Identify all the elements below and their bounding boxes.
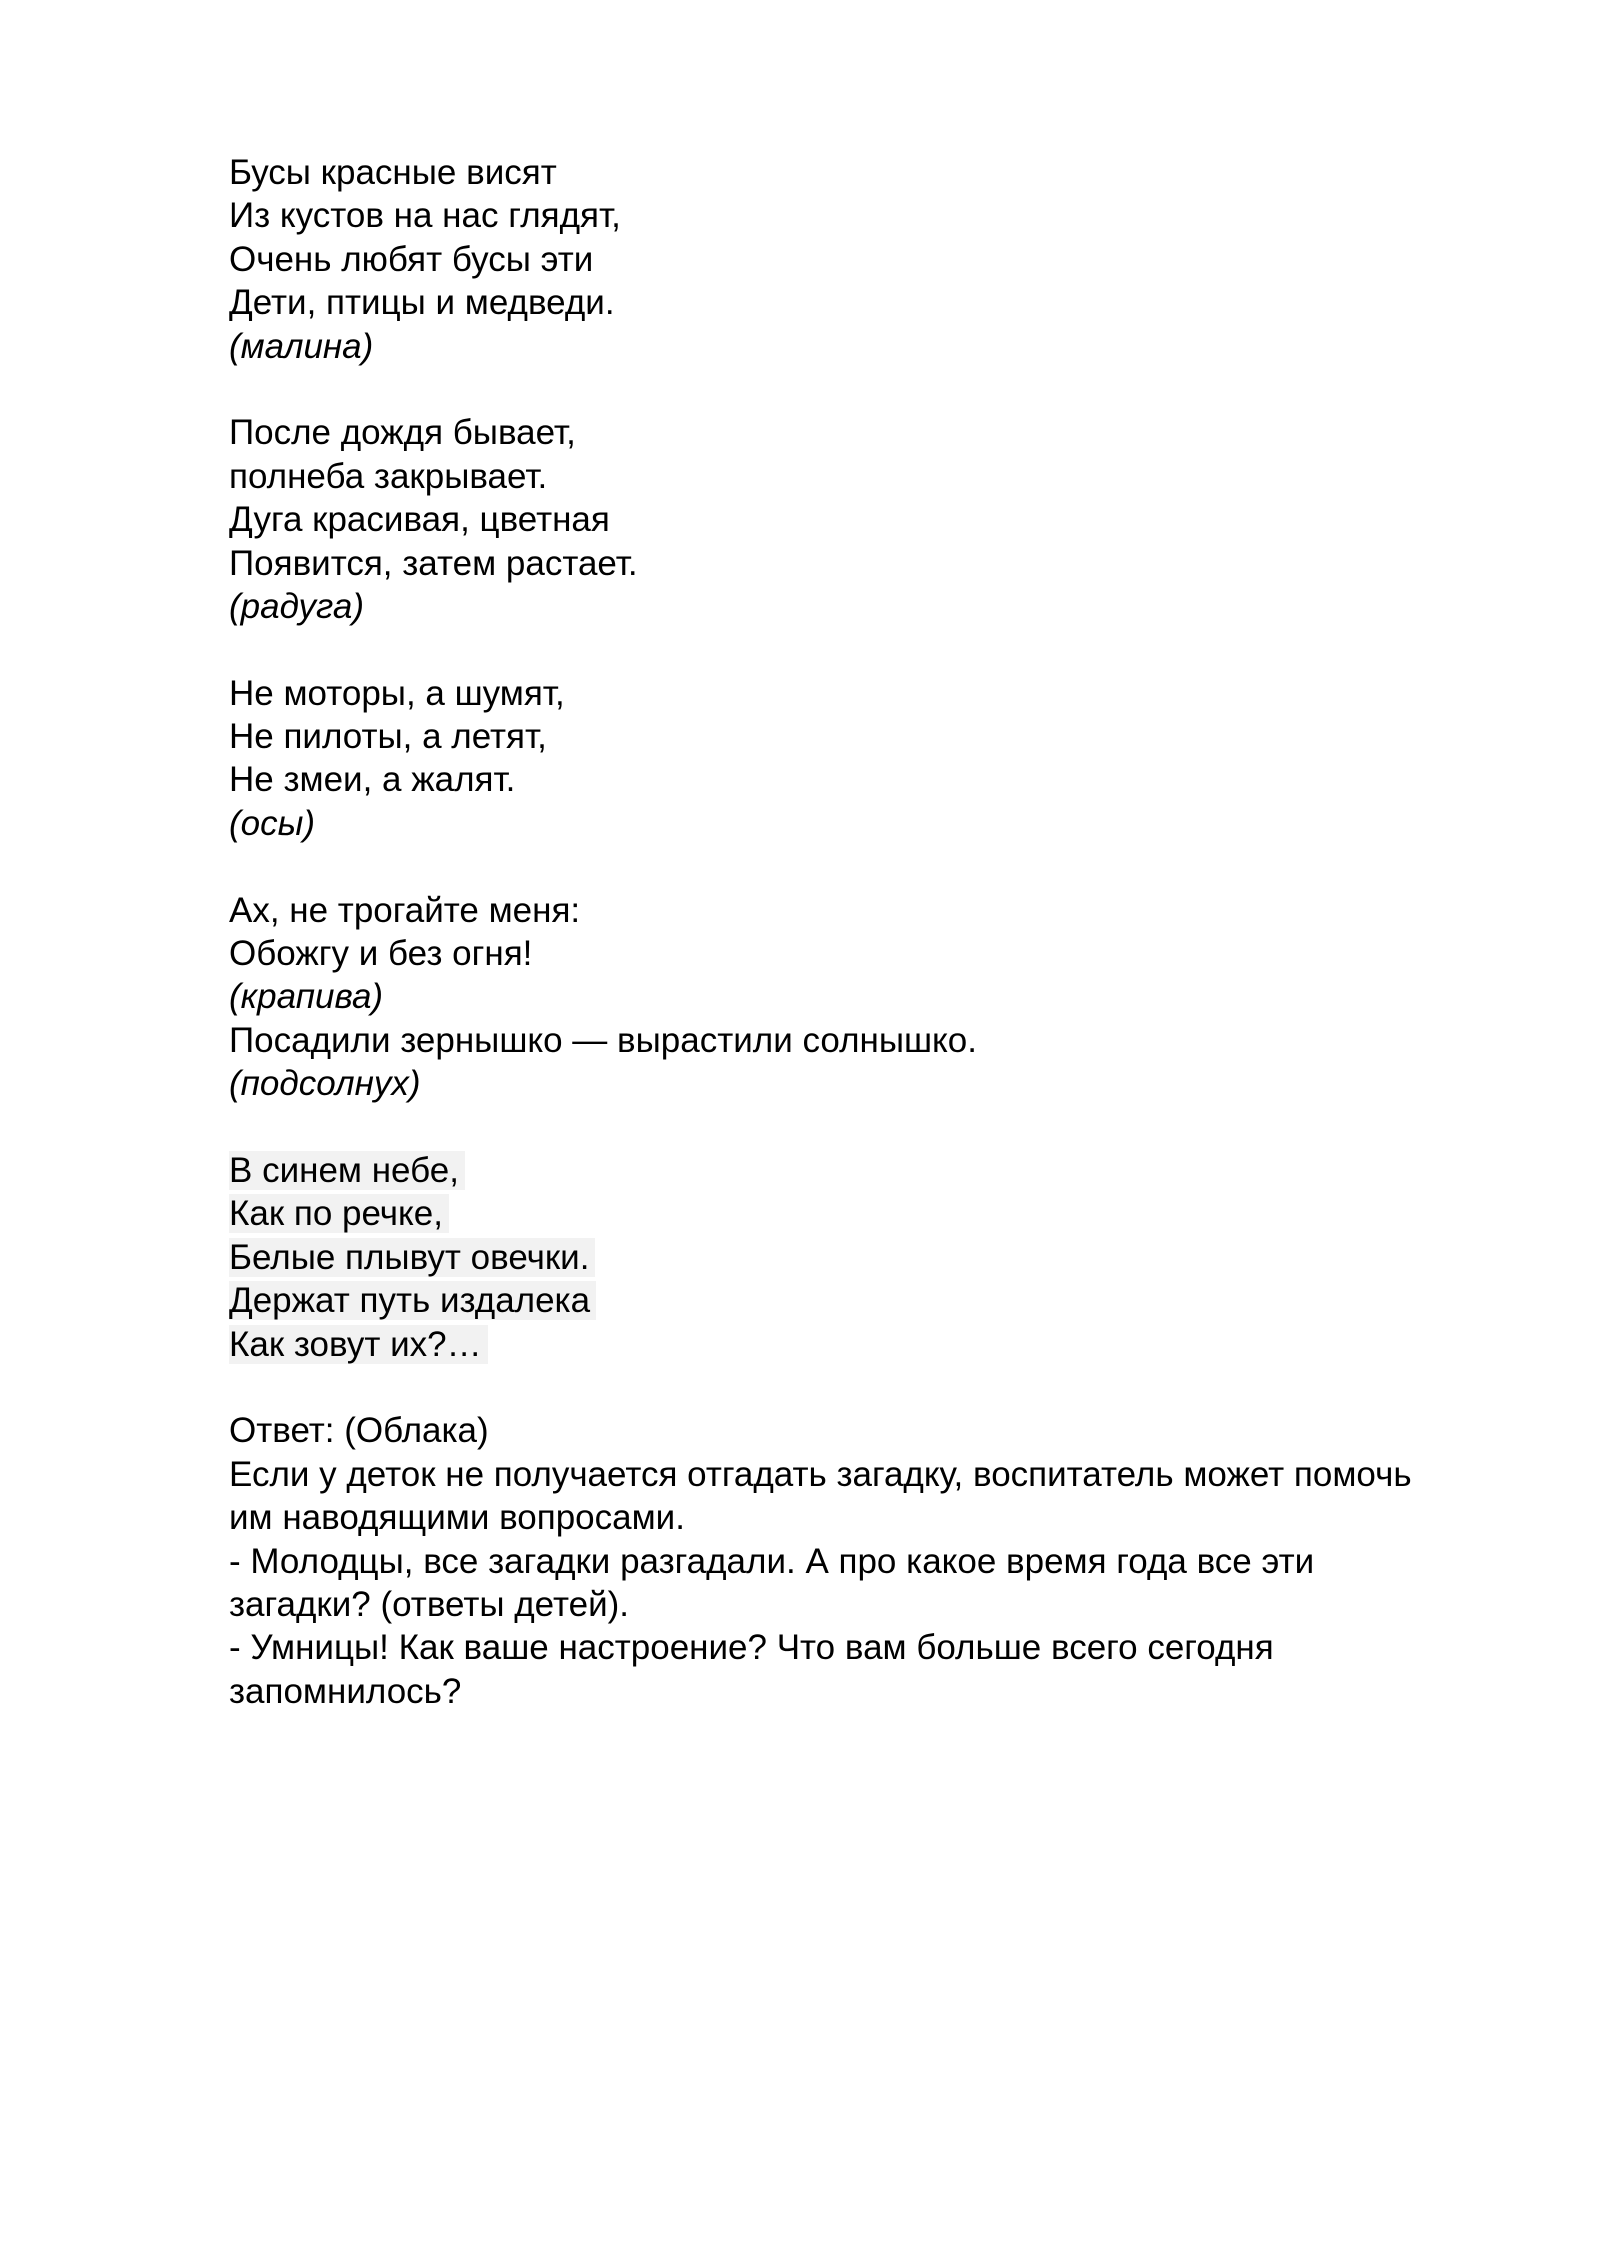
riddle-line: Появится, затем растает. <box>229 543 638 583</box>
riddle-line: Бусы красные висят <box>229 153 557 192</box>
riddle-line <box>229 1236 1429 1279</box>
riddle-answer: (осы) <box>229 803 316 843</box>
riddle-line: Из кустов на нас глядят, <box>229 196 621 236</box>
riddle-answer: (крапива) <box>229 977 384 1017</box>
riddle-line <box>229 1149 1429 1192</box>
blank-line <box>229 1366 1429 1409</box>
riddle-line: Не змеи, а жалят. <box>229 760 516 800</box>
riddle-sunflower <box>229 1019 1429 1106</box>
riddle-answer: (подсолнух) <box>229 1064 421 1104</box>
riddle-line <box>229 1279 1429 1322</box>
blank-line <box>229 368 1429 411</box>
riddle-answer: (малина) <box>229 326 374 366</box>
riddle-nettle <box>229 889 1429 1019</box>
riddle-line: Не моторы, а шумят, <box>229 673 565 713</box>
closing-paragraph: - Умницы! Как ваше настроение? Что вам больше всего сегодня запомнилось? <box>229 1628 1274 1711</box>
closing-paragraph: - Молодцы, все загадки разгадали. А про какое время года все эти загадки? (ответы детей). <box>229 1541 1315 1624</box>
riddle-line-text: Держат путь издалека <box>229 1281 596 1320</box>
document-body <box>229 151 1429 1713</box>
riddle-clouds <box>229 1149 1429 1366</box>
blank-line <box>229 628 1429 671</box>
riddle-line-text: В синем небе, <box>229 1151 465 1190</box>
riddle-line: полнеба закрывает. <box>229 456 548 496</box>
riddle-line: Обожгу и без огня! <box>229 934 533 974</box>
blank-line <box>229 845 1429 888</box>
closing-paragraph: Если у деток не получается отгадать загадку, воспитатель может помочь им наводящими вопросами. <box>229 1454 1412 1538</box>
riddle-line: После дождя бывает, <box>229 413 576 453</box>
riddle-line-text: Белые плывут овечки. <box>229 1238 595 1277</box>
riddle-line: Ах, не трогайте меня: <box>229 890 581 930</box>
clouds-answer: Ответ: (Облака) <box>229 1411 489 1451</box>
riddle-line: Очень любят бусы эти <box>229 239 594 279</box>
riddle-line: Дуга красивая, цветная <box>229 500 610 540</box>
riddle-raspberry <box>229 151 1429 368</box>
riddle-line <box>229 1192 1429 1235</box>
riddle-answer: (радуга) <box>229 586 365 626</box>
riddle-line <box>229 1323 1429 1366</box>
riddle-line: Посадили зернышко — вырастили солнышко. <box>229 1020 977 1060</box>
riddle-line-text: Как зовут их?… <box>229 1325 488 1364</box>
riddle-rainbow <box>229 411 1429 628</box>
riddle-line: Не пилоты, а летят, <box>229 717 547 757</box>
riddle-line: Дети, птицы и медведи. <box>229 283 615 323</box>
riddle-wasps <box>229 672 1429 846</box>
riddle-line-text: Как по речке, <box>229 1194 449 1233</box>
blank-line <box>229 1106 1429 1149</box>
closing-section <box>229 1453 1429 1713</box>
